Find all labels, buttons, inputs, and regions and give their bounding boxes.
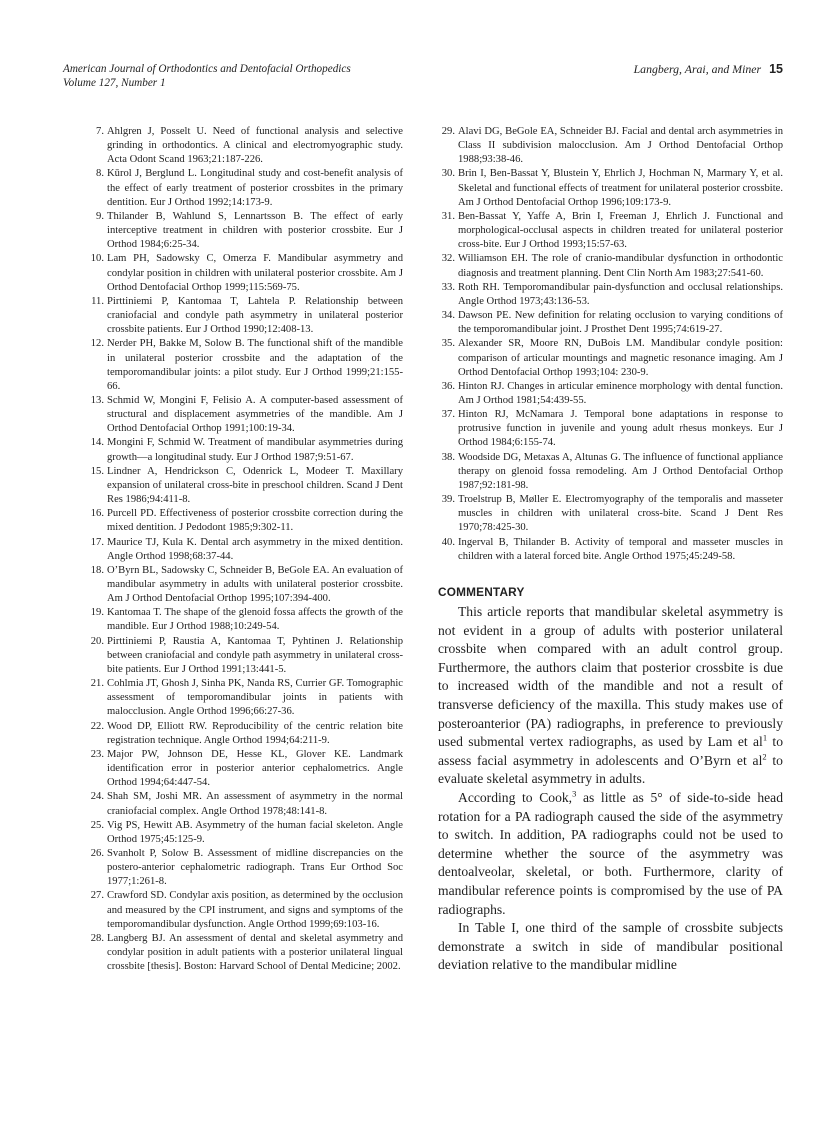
running-header-right bbox=[634, 62, 783, 76]
reference-item bbox=[83, 536, 403, 564]
reference-number: 31. bbox=[441, 210, 455, 222]
right-column bbox=[436, 125, 783, 975]
reference-item bbox=[436, 408, 783, 450]
reference-item bbox=[83, 720, 403, 748]
reference-text: Hinton RJ. Changes in articular eminence morphology with dental function. Am J Orthod 1981;54:439-55. bbox=[458, 380, 783, 406]
running-header-left bbox=[63, 62, 351, 90]
citation-superscript: 3 bbox=[572, 788, 577, 799]
reference-text: Ingerval B, Thilander B. Activity of temporal and masseter muscles in children with a lateral forced bite. Angle Orthod 1975;45:249-58. bbox=[458, 536, 783, 562]
paragraph-text: as little as 5° of side-to-side head rotation for a PA radiograph caused the side of the asymmetry to switch. In addition, PA radiographs could not be used to determine whether the source of the asymmetry was dentoalveolar, skeletal, or both. Furthermore, clarity of mandibular reference points is compromised by the use of PA radiographs. bbox=[438, 789, 783, 917]
reference-item bbox=[83, 889, 403, 931]
reference-text: Kantomaa T. The shape of the glenoid fossa affects the growth of the mandible. Eur J Orthod 1988;10:249-54. bbox=[107, 607, 403, 633]
reference-text: Langberg BJ. An assessment of dental and skeletal asymmetry and condylar position in adult patients with a posterior unilateral lingual crossbite [thesis]. Boston: Harvard School of Dental Medicine; 2002. bbox=[107, 932, 403, 973]
reference-number: 10. bbox=[90, 253, 104, 265]
reference-number: 17. bbox=[90, 536, 104, 548]
reference-text: Williamson EH. The role of cranio-mandibular dysfunction in orthodontic diagnosis and treatment planning. Dent Clin North Am 1983;27:541-60. bbox=[458, 253, 783, 279]
reference-item bbox=[83, 564, 403, 606]
reference-text: Shah SM, Joshi MR. An assessment of asymmetry in the normal craniofacial complex. Angle Orthod 1978;48:141-8. bbox=[107, 791, 403, 817]
reference-text: Alavi DG, BeGole EA, Schneider BJ. Facial and dental arch asymmetries in Class II subdivision malocclusion. Am J Orthod Dentofacial Orthop 1988;93:38-46. bbox=[458, 126, 783, 166]
reference-text: Lam PH, Sadowsky C, Omerza F. Mandibular asymmetry and condylar position in children with unilateral posterior crossbite. Am J Orthod Dentofacial Orthop 1999;115:569-75. bbox=[107, 253, 403, 293]
reference-item bbox=[436, 252, 783, 280]
reference-item bbox=[83, 507, 403, 535]
reference-text: Cohlmia JT, Ghosh J, Sinha PK, Nanda RS, Currier GF. Tomographic assessment of temporomandibular joints in patients with malocclusion. Angle Orthod 1996;66:27-36. bbox=[107, 678, 403, 718]
reference-item bbox=[83, 790, 403, 818]
reference-item bbox=[83, 748, 403, 790]
reference-text: Brin I, Ben-Bassat Y, Blustein Y, Ehrlich J, Hochman N, Marmary Y, et al. Skeletal and functional effects of treatment for unilateral posterior crossbite. Am J Orthod Dentofacial Orthop 1996;109:173-9. bbox=[458, 168, 783, 208]
reference-number: 13. bbox=[90, 394, 104, 406]
reference-number: 11. bbox=[91, 295, 104, 307]
reference-text: Schmid W, Mongini F, Felisio A. A computer-based assessment of structural and displacement asymmetries of the mandible. Am J Orthod Dentofacial Orthop 1991;100:19-34. bbox=[107, 394, 403, 435]
reference-text: Crawford SD. Condylar axis position, as determined by the occlusion and measured by the CPI instrument, and signs and symptoms of the temporomandibular dysfunction. Angle Orthod 1999;69:103-16. bbox=[107, 890, 403, 930]
reference-text: Major PW, Johnson DE, Hesse KL, Glover KE. Landmark identification error in posterior anterior cephalometrics. Angle Orthod 1994;64:447-54. bbox=[107, 748, 403, 789]
reference-number: 27. bbox=[90, 890, 104, 902]
reference-text: Roth RH. Temporomandibular pain-dysfunction and occlusal relationships. Angle Orthod 1973;43:136-53. bbox=[458, 281, 783, 307]
citation-superscript: 2 bbox=[762, 751, 767, 762]
reference-number: 25. bbox=[90, 819, 104, 831]
paragraph-text: to evaluate skeletal asymmetry in adults. bbox=[438, 752, 783, 787]
reference-number: 36. bbox=[441, 380, 455, 392]
reference-item bbox=[436, 309, 783, 337]
reference-text: Purcell PD. Effectiveness of posterior crossbite correction during the mixed dentition. J Pedodont 1985;9:302-11. bbox=[107, 508, 403, 534]
reference-item bbox=[83, 394, 403, 436]
reference-number: 12. bbox=[90, 338, 104, 350]
reference-list-left bbox=[83, 125, 403, 974]
reference-number: 20. bbox=[90, 635, 104, 647]
reference-item bbox=[436, 493, 783, 535]
reference-number: 23. bbox=[90, 748, 104, 760]
commentary-paragraph: In Table I, one third of the sample of crossbite subjects demonstrate a switch in side of mandibular positional deviation relative to the mandibular midline bbox=[438, 920, 783, 973]
reference-text: Lindner A, Hendrickson C, Odenrick L, Modeer T. Maxillary expansion of unilateral cross-bite in preschool children. Scand J Dent Res 1986;94:411-8. bbox=[107, 465, 403, 506]
reference-number: 21. bbox=[90, 678, 104, 690]
journal-volume: Volume 127, Number 1 bbox=[63, 77, 166, 89]
reference-number: 34. bbox=[441, 310, 455, 322]
reference-number: 35. bbox=[441, 338, 455, 350]
reference-number: 40. bbox=[441, 536, 455, 548]
reference-list-right bbox=[436, 125, 783, 564]
reference-text: Maurice TJ, Kula K. Dental arch asymmetry in the mixed dentition. Angle Orthod 1998;68:37-44. bbox=[107, 536, 403, 562]
commentary-heading: COMMENTARY bbox=[438, 584, 525, 599]
reference-item bbox=[436, 281, 783, 309]
reference-number: 32. bbox=[441, 253, 455, 265]
reference-item bbox=[83, 295, 403, 337]
reference-number: 24. bbox=[90, 791, 104, 803]
reference-text: Alexander SR, Moore RN, DuBois LM. Mandibular condyle position: comparison of articular mountings and magnetic resonance imaging. Am J Orthod Dentofacial Orthop 1993;104: 230-9. bbox=[458, 338, 783, 378]
reference-number: 8. bbox=[96, 168, 104, 180]
reference-text: Nerder PH, Bakke M, Solow B. The functional shift of the mandible in unilateral posterior crossbite and the adaptation of the temporomandibular joints: a pilot study. Eur J Orthod 1999;21:155-66. bbox=[107, 338, 403, 392]
reference-item bbox=[436, 337, 783, 379]
reference-number: 29. bbox=[441, 126, 455, 137]
reference-text: Pirttiniemi P, Raustia A, Kantomaa T, Pyhtinen J. Relationship between craniofacial and condyle path asymmetry in unilateral cross-bite patients. Eur J Orthod 1991;13:441-5. bbox=[107, 635, 403, 675]
reference-text: Hinton RJ, McNamara J. Temporal bone adaptations in response to protrusive function in juvenile and young adult rhesus monkeys. Eur J Orthod 1984;6:155-74. bbox=[458, 409, 783, 449]
page-number: 15 bbox=[769, 62, 783, 76]
commentary-paragraph bbox=[436, 603, 783, 789]
reference-item bbox=[83, 125, 403, 167]
reference-item bbox=[83, 606, 403, 634]
reference-text: O’Byrn BL, Sadowsky C, Schneider B, BeGole EA. An evaluation of mandibular asymmetry in adults with unilateral posterior crossbite. Am J Orthod Dentofacial Orthop 1995;107:394-400. bbox=[107, 564, 403, 605]
reference-number: 7. bbox=[96, 126, 104, 137]
running-authors: Langberg, Arai, and Miner bbox=[633, 62, 762, 76]
reference-text: Pirttiniemi P, Kantomaa T, Lahtela P. Relationship between craniofacial and condyle path asymmetry in unilateral posterior crossbite patients. Eur J Orthod 1990;12:408-13. bbox=[107, 295, 403, 336]
commentary-paragraph bbox=[436, 789, 783, 919]
reference-text: Svanholt P, Solow B. Assessment of midline discrepancies on the postero-anterior cephalometric radiograph. Trans Eur Orthod Soc 1977;1:261-8. bbox=[107, 847, 403, 888]
reference-number: 30. bbox=[441, 168, 455, 180]
journal-title: American Journal of Orthodontics and Dentofacial Orthopedics bbox=[63, 63, 351, 75]
reference-item bbox=[83, 252, 403, 294]
reference-item bbox=[83, 436, 403, 464]
reference-number: 16. bbox=[90, 508, 104, 520]
paragraph-text: This article reports that mandibular skeletal asymmetry is not evident in a group of adults with posterior unilateral crossbite when compared with an adult control group. Furthermore, the authors claim that posterior crossbite is due to increased width of the mandible and not a result of transverse deficiency of the maxilla. This study makes use of posteroanterior (PA) radiographs, in preference to previously used submental vertex radiographs, as used by Lam et al bbox=[438, 604, 783, 750]
reference-text: Wood DP, Elliott RW. Reproducibility of the centric relation bite registration technique. Angle Orthod 1994;64:211-9. bbox=[107, 720, 403, 746]
reference-text: Dawson PE. New definition for relating occlusion to varying conditions of the temporomandibular joint. J Prosthet Dent 1995;74:619-27. bbox=[458, 310, 783, 336]
reference-number: 26. bbox=[90, 847, 104, 859]
reference-item bbox=[436, 167, 783, 209]
reference-number: 33. bbox=[441, 281, 455, 293]
reference-number: 18. bbox=[90, 564, 104, 576]
reference-number: 38. bbox=[441, 451, 455, 463]
reference-text: Kūrol J, Berglund L. Longitudinal study and cost-benefit analysis of the effect of early treatment of posterior crossbites in the primary dentition. Eur J Orthod 1992;14:173-9. bbox=[107, 168, 403, 208]
reference-item bbox=[83, 337, 403, 394]
reference-text: Woodside DG, Metaxas A, Altunas G. The influence of functional appliance therapy on glenoid fossa remodeling. Am J Orthod Dentofacial Orthop 1987;92:181-98. bbox=[458, 451, 783, 491]
reference-number: 22. bbox=[90, 720, 104, 732]
reference-item bbox=[436, 125, 783, 167]
reference-number: 19. bbox=[90, 607, 104, 619]
paragraph-text: to assess facial asymmetry in adolescents and O’Byrn et al bbox=[438, 734, 783, 768]
reference-item bbox=[436, 536, 783, 564]
reference-number: 9. bbox=[96, 210, 104, 222]
reference-item bbox=[83, 465, 403, 507]
reference-text: Ben-Bassat Y, Yaffe A, Brin I, Freeman J, Ehrlich J. Functional and morphological-occlusal aspects in children treated for unilateral posterior cross-bite. Eur J Orthod 1993;15:57-63. bbox=[458, 210, 783, 251]
paragraph-text: According to Cook, bbox=[458, 789, 573, 805]
reference-number: 39. bbox=[441, 494, 455, 506]
reference-item bbox=[83, 819, 403, 847]
reference-item bbox=[436, 451, 783, 493]
reference-item bbox=[83, 210, 403, 252]
commentary-section bbox=[436, 585, 783, 975]
reference-text: Thilander B, Wahlund S, Lennartsson B. The effect of early interceptive treatment in children with posterior crossbite. Eur J Orthod 1984;6:25-34. bbox=[107, 210, 403, 251]
reference-item bbox=[83, 635, 403, 677]
reference-number: 14. bbox=[90, 437, 104, 449]
left-column bbox=[83, 125, 403, 974]
citation-superscript: 1 bbox=[762, 732, 768, 743]
reference-number: 15. bbox=[90, 465, 104, 477]
reference-text: Mongini F, Schmid W. Treatment of mandibular asymmetries during growth—a longitudinal study. Eur J Orthod 1987;9:51-67. bbox=[107, 437, 403, 463]
reference-number: 28. bbox=[90, 932, 104, 944]
reference-item bbox=[83, 932, 403, 974]
reference-item bbox=[436, 210, 783, 252]
reference-text: Vig PS, Hewitt AB. Asymmetry of the human facial skeleton. Angle Orthod 1975;45:125-9. bbox=[107, 819, 403, 845]
reference-text: Troelstrup B, Møller E. Electromyography of the temporalis and masseter muscles in children with unilateral cross-bite. Scand J Dent Res 1970;78:425-30. bbox=[458, 494, 783, 534]
reference-item bbox=[83, 167, 403, 209]
reference-number: 37. bbox=[441, 409, 455, 421]
reference-text: Ahlgren J, Posselt U. Need of functional analysis and selective grinding in orthodontics. A clinical and electromyographic study. Acta Odont Scand 1963;21:187-226. bbox=[107, 126, 403, 166]
reference-item bbox=[83, 677, 403, 719]
reference-item bbox=[436, 380, 783, 408]
reference-item bbox=[83, 847, 403, 889]
